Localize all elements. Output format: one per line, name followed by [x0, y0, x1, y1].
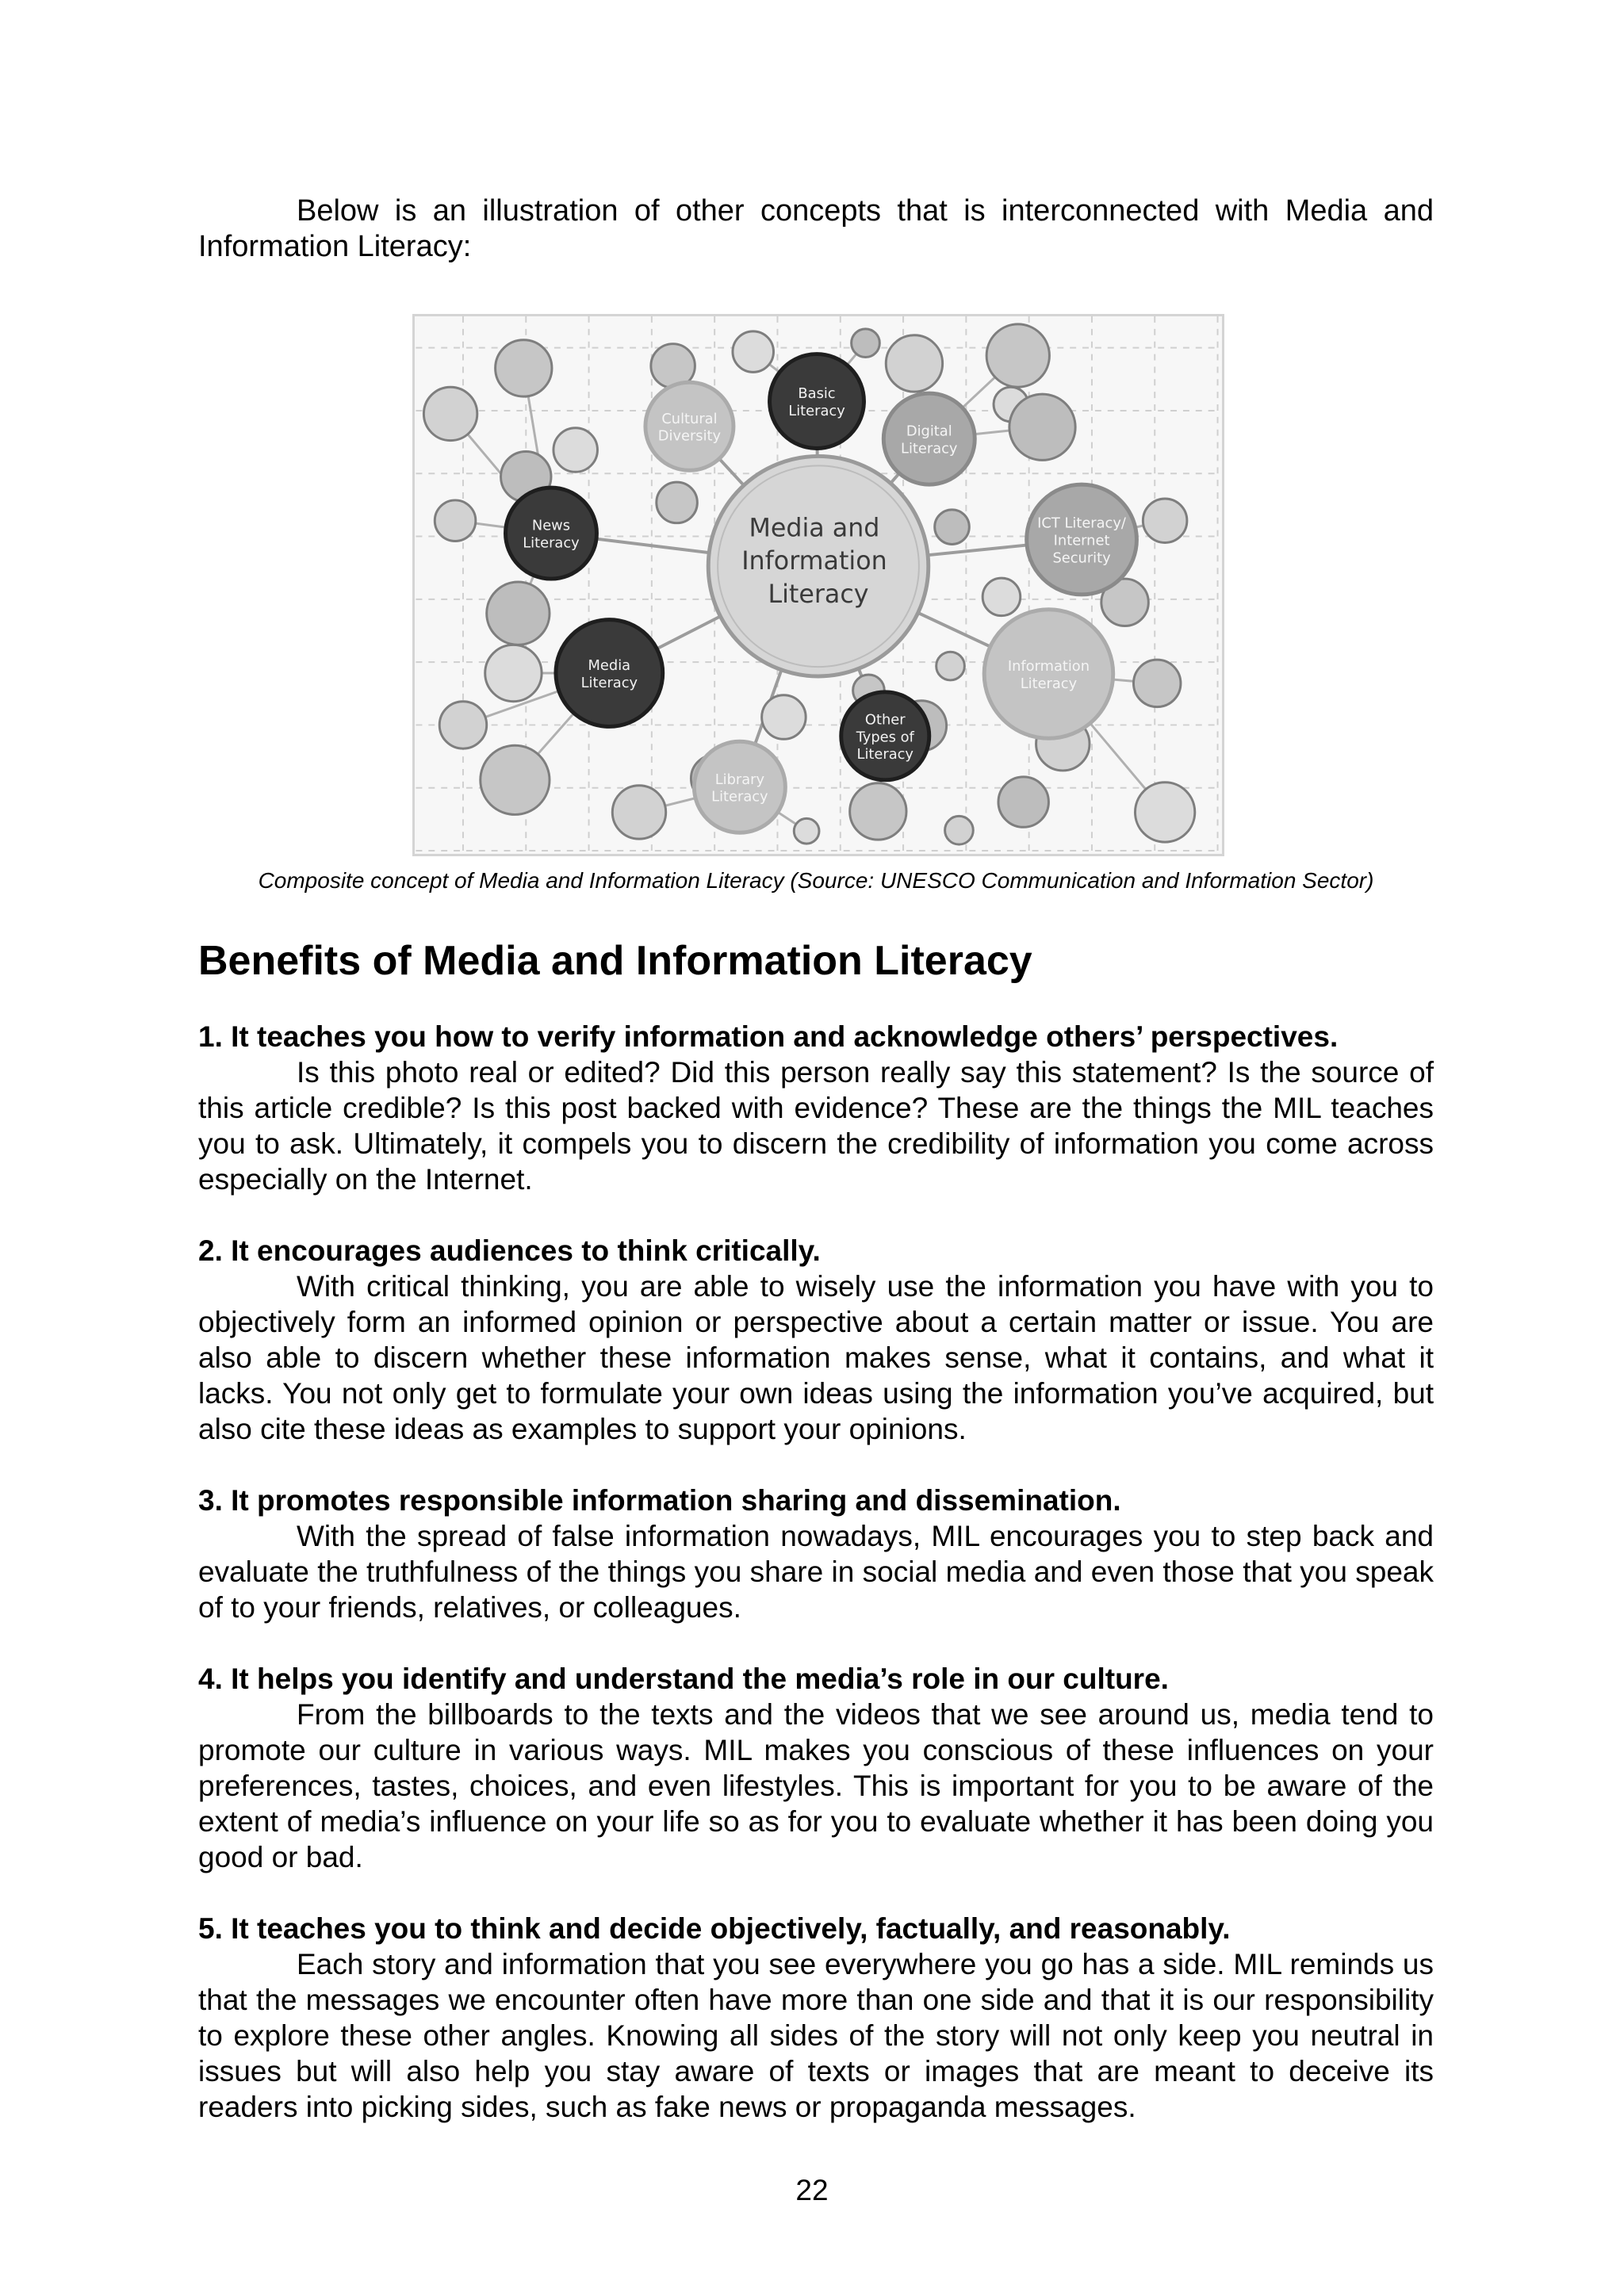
concept-node-label: Diversity	[657, 427, 722, 445]
unlabeled-node	[852, 329, 880, 358]
svg-text:CulturalDiversity	[658, 411, 722, 445]
concept-node-other	[841, 692, 929, 780]
concept-node-ict	[1027, 484, 1137, 595]
concept-node-label: Other	[864, 711, 906, 729]
figure-caption: Composite concept of Media and Information Literacy (Source: UNESCO Communication and Information Sector)	[258, 868, 1374, 893]
concept-node-digital	[883, 393, 975, 484]
unlabeled-node	[435, 500, 476, 541]
concept-node-label: Cultural	[661, 410, 718, 427]
unlabeled-node	[1009, 394, 1075, 460]
concept-node-label: Information	[1007, 658, 1090, 675]
concept-node-basic	[770, 354, 864, 449]
concept-node-label: Security	[1052, 549, 1111, 567]
unlabeled-node	[1135, 783, 1194, 842]
benefit-item	[198, 1233, 1434, 1447]
unlabeled-node	[612, 786, 665, 839]
unlabeled-node	[481, 745, 550, 814]
unlabeled-node	[936, 652, 965, 680]
concept-node-label: Digital	[906, 423, 952, 440]
concept-node-media	[556, 620, 663, 727]
center-node	[708, 456, 929, 676]
concept-node-label: Basic	[798, 385, 836, 403]
concept-node-label: Literacy	[856, 746, 914, 763]
unlabeled-node	[1143, 499, 1187, 543]
unlabeled-node	[850, 783, 906, 840]
unlabeled-node	[762, 695, 806, 740]
concept-map-diagram	[415, 316, 1222, 854]
benefit-item	[198, 1019, 1434, 1197]
concept-node-label: News	[531, 517, 571, 534]
unlabeled-node	[439, 702, 486, 748]
unlabeled-node	[485, 645, 542, 701]
unlabeled-node	[986, 324, 1049, 387]
benefit-title: 5. It teaches you to think and decide objectively, factually, and reasonably.	[198, 1912, 1231, 1945]
benefit-item	[198, 1483, 1434, 1625]
concept-node-label: Literacy	[523, 534, 580, 552]
center-label-line: Media and	[749, 514, 880, 543]
unlabeled-node	[998, 777, 1048, 827]
unlabeled-node	[423, 387, 477, 440]
page-number: 22	[795, 2174, 829, 2206]
intro-paragraph: Below is an illustration of other concepts that is interconnected with Media and Information Literacy:	[198, 194, 1434, 263]
concept-node-news	[505, 488, 596, 579]
unlabeled-node	[1133, 660, 1180, 706]
unlabeled-node	[733, 331, 774, 373]
concept-node-cultural	[645, 382, 733, 470]
unlabeled-node	[553, 428, 598, 473]
concept-node-label: Literacy	[1020, 675, 1078, 692]
concept-node-label: Library	[714, 771, 765, 788]
benefit-title: 1. It teaches you how to verify information and acknowledge others’ perspectives.	[198, 1020, 1339, 1053]
mil-concept-figure	[412, 314, 1224, 856]
section-heading: Benefits of Media and Information Literacy	[198, 938, 1032, 984]
concept-node-information	[984, 610, 1113, 739]
benefits-list	[198, 1019, 1434, 2160]
benefit-item	[198, 1661, 1434, 1875]
unlabeled-node	[945, 816, 974, 844]
svg-text:LibraryLiteracy	[711, 771, 768, 806]
benefit-title: 4. It helps you identify and understand the media’s role in our culture.	[198, 1663, 1169, 1695]
concept-node-label: Media	[588, 657, 631, 675]
unlabeled-node	[487, 582, 550, 645]
unlabeled-node	[794, 818, 819, 844]
center-label-line: Information	[741, 547, 887, 576]
unlabeled-node	[496, 340, 552, 396]
concept-node-label: ICT Literacy/	[1037, 515, 1126, 532]
unlabeled-node	[982, 578, 1021, 616]
concept-node-label: Literacy	[580, 674, 638, 691]
concept-node-label: Literacy	[711, 788, 768, 806]
center-label-line: Literacy	[768, 580, 869, 609]
benefit-body: With the spread of false information nowadays, MIL encourages you to step back and evaluate the truthfulness of the things you share in social media and even those that you speak of to your friends, relatives, or colleagues.	[198, 1520, 1434, 1624]
svg-text:DigitalLiteracy	[901, 423, 958, 457]
benefit-body: Is this photo real or edited? Did this person really say this statement? Is the source of this article credible? Is this post backed with evidence? These are the things the MIL teaches you to ask. Ultimately, it compels you to discern the credibility of information you come across especially on the Internet.	[198, 1056, 1434, 1196]
benefit-item	[198, 1911, 1434, 2125]
concept-node-label: Types of	[856, 729, 914, 746]
benefit-body: Each story and information that you see everywhere you go has a side. MIL reminds us that the messages we encounter often have more than one side and that it is our responsibility to explore these other angles. Knowing all sides of the story will not only keep you neutral in issues but will also help you stay aware of texts or images that are meant to deceive its readers into picking sides, such as fake news or propaganda messages.	[198, 1948, 1434, 2123]
unlabeled-node	[886, 335, 942, 392]
concept-node-label: Literacy	[901, 440, 958, 457]
benefit-body: From the billboards to the texts and the videos that we see around us, media tend to promote our culture in various ways. MIL makes you conscious of these influences on your preferences, tastes, choices, and even lifestyles. This is important for you to be aware of the extent of media’s influence on your life so as for you to evaluate whether it has been doing you good or bad.	[198, 1698, 1434, 1873]
svg-text:MediaLiteracy	[581, 657, 638, 691]
concept-node-label: Literacy	[788, 402, 845, 419]
concept-node-label: Internet	[1053, 532, 1110, 549]
unlabeled-node	[657, 482, 698, 523]
benefit-title: 2. It encourages audiences to think critically.	[198, 1234, 821, 1267]
benefit-body: With critical thinking, you are able to wisely use the information you have with you to objectively form an informed opinion or perspective about a certain matter or issue. You are also able to discern whether these information makes sense, what it contains, and what it lacks. You not only get to formulate your own ideas using the information you’ve acquired, but also cite these ideas as examples to support your opinions.	[198, 1270, 1434, 1445]
benefit-title: 3. It promotes responsible information sharing and dissemination.	[198, 1484, 1121, 1517]
unlabeled-node	[935, 510, 970, 545]
concept-node-library	[694, 741, 785, 832]
